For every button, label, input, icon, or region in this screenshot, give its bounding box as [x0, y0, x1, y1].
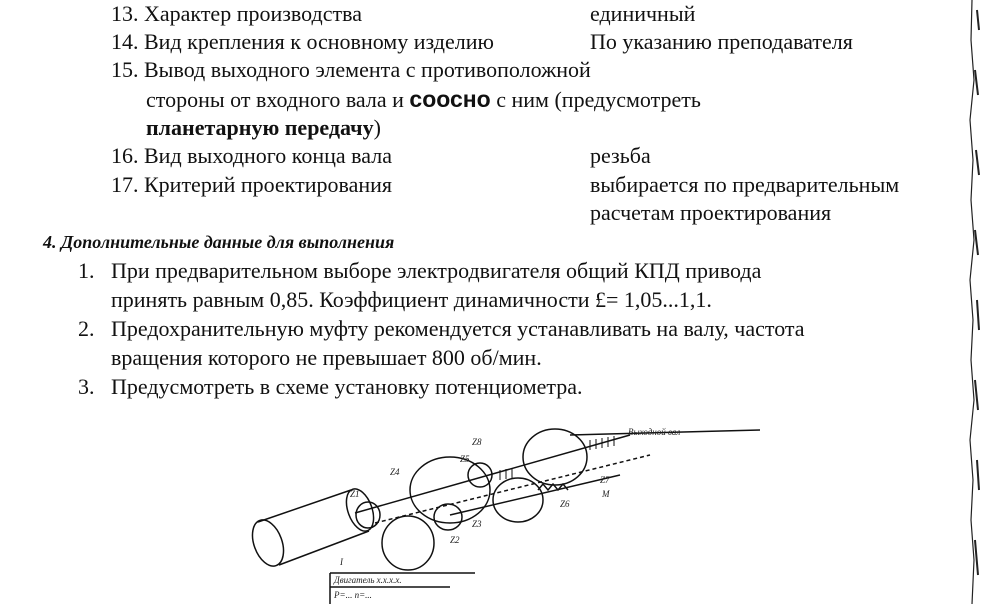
spec-17-value-line2: расчетам проектирования [590, 200, 832, 225]
spec-15-line1: 15. Вывод выходного элемента с противоположной [111, 57, 591, 82]
label-z6: Z6 [560, 499, 570, 509]
section-4-title: 4. Дополнительные данные для выполнения [43, 232, 395, 252]
spec-14-value: По указанию преподавателя [590, 29, 853, 54]
label-z8: Z8 [472, 437, 482, 447]
spec-15-line2 [146, 85, 701, 114]
sec4-item2-line2: вращения которого не превышает 800 об/мин. [111, 345, 542, 370]
spec-16-value: резьба [590, 143, 651, 168]
diagram-labels [333, 427, 680, 600]
label-m: M [602, 489, 610, 499]
spec-15-bold-word: соосно [409, 86, 491, 112]
sec4-item3-num: 3. [78, 374, 95, 399]
sec4-item1-num: 1. [78, 258, 95, 283]
label-z3: Z3 [472, 519, 482, 529]
gear-z2 [382, 516, 434, 570]
label-i: I [340, 557, 343, 567]
scan-edge-artifact [917, 0, 987, 604]
gear-z6 [493, 478, 543, 522]
spec-13-label: 13. Характер производства [111, 1, 362, 26]
sec4-item3-line1: Предусмотреть в схеме установку потенциометра. [111, 374, 583, 399]
sec4-item1-line1: При предварительном выборе электродвигателя общий КПД привода [111, 258, 762, 283]
label-z7: Z7 [600, 475, 610, 485]
label-z1: Z1 [350, 489, 360, 499]
output-shaft-label: Выходной вал [628, 427, 681, 437]
spec-15-text-post: с ним (предусмотреть [490, 87, 701, 112]
engine-label: Двигатель x.x.x.x. [334, 575, 402, 585]
spec-15-line3 [146, 114, 381, 142]
spec-15-text: стороны от входного вала и [146, 87, 410, 112]
coupling-spring [538, 484, 568, 490]
spec-13-value: единичный [590, 1, 696, 26]
label-z4: Z4 [390, 467, 400, 477]
spec-15-bold-phrase: планетарную передачу [146, 115, 374, 140]
sec4-item2-num: 2. [78, 316, 95, 341]
spec-14-label: 14. Вид крепления к основному изделию [111, 29, 494, 54]
sec4-item2-line1: Предохранительную муфту рекомендуется устанавливать на валу, частота [111, 316, 805, 341]
spec-16-label: 16. Вид выходного конца вала [111, 143, 392, 168]
kinematic-scheme-diagram [150, 415, 770, 604]
gear-z3 [434, 504, 462, 530]
spec-17-value-line1: выбирается по предварительным [590, 172, 900, 197]
gear-z4 [410, 457, 490, 523]
spec-15-paren: ) [373, 115, 381, 140]
spec-17-label: 17. Критерий проектирования [111, 172, 392, 197]
label-z2: Z2 [450, 535, 460, 545]
gear-z1 [356, 502, 380, 528]
label-z5: Z5 [460, 454, 470, 464]
sec4-item1-line2: принять равным 0,85. Коэффициент динамичности £= 1,05...1,1. [111, 287, 712, 312]
footer-fields: P=... n=... [334, 590, 372, 600]
